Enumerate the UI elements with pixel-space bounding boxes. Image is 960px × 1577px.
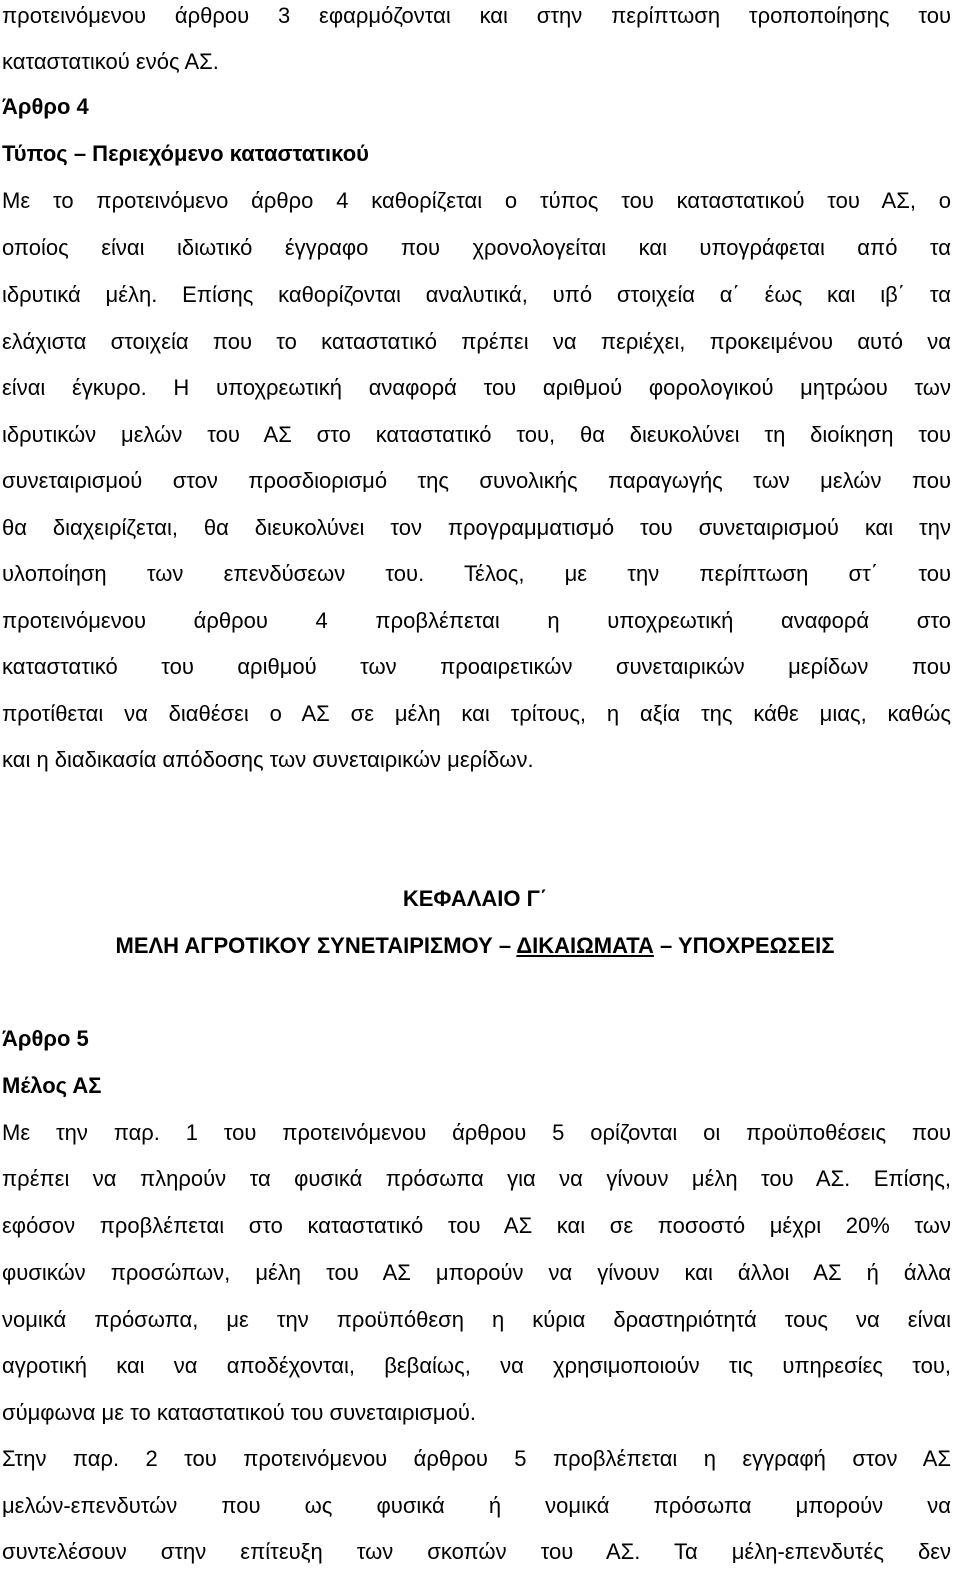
paragraph-line: Στην παρ. 2 του προτεινόμενου άρθρου 5 προβλέπεται η εγγραφή στον ΑΣ	[2, 1446, 951, 1471]
paragraph-line: εφόσον προβλέπεται στο καταστατικό του ΑΣ και σε ποσοστό μέχρι 20% των	[2, 1213, 951, 1238]
paragraph-line: Με την παρ. 1 του προτεινόμενου άρθρου 5 ορίζονται οι προϋποθέσεις που	[2, 1120, 951, 1145]
paragraph-line: μελών-επενδυτών που ως φυσικά ή νομικά πρόσωπα μπορούν να	[2, 1493, 951, 1518]
paragraph-line: συνεταιρισμού στον προσδιορισμό της συνολικής παραγωγής των μελών που	[2, 468, 951, 493]
paragraph-line: Με το προτεινόμενο άρθρο 4 καθορίζεται ο τύπος του καταστατικού του ΑΣ, ο	[2, 188, 951, 213]
paragraph-line: είναι έγκυρο. Η υποχρεωτική αναφορά του αριθμού φορολογικού μητρώου των	[2, 375, 951, 400]
paragraph-line: σύμφωνα με το καταστατικού του συνεταιρισμού.	[2, 1400, 476, 1425]
chapter-subtitle-text: ΜΕΛΗ ΑΓΡΟΤΙΚΟΥ ΣΥΝΕΤΑΙΡΙΣΜΟΥ – ΔΙΚΑΙΩΜΑΤΑ – ΥΠΟΧΡΕΩΣΕΙΣ	[115, 933, 835, 958]
paragraph-line: ιδρυτικά μέλη. Επίσης καθορίζονται αναλυτικά, υπό στοιχεία α΄ έως και ιβ΄ τα	[2, 282, 951, 307]
paragraph-line: νομικά πρόσωπα, με την προϋπόθεση η κύρια δραστηριότητά τους να είναι	[2, 1307, 951, 1332]
article-4-subheading: Τύπος – Περιεχόμενο καταστατικού	[2, 141, 369, 166]
paragraph-line: συντελέσουν στην επίτευξη των σκοπών του ΑΣ. Τα μέλη-επενδυτές δεν	[2, 1539, 951, 1564]
paragraph-line: αγροτική και να αποδέχονται, βεβαίως, να χρησιμοποιούν τις υπηρεσίες του,	[2, 1353, 951, 1378]
paragraph-line: ελάχιστα στοιχεία που το καταστατικό πρέπει να περιέχει, προκειμένου αυτό να	[2, 329, 951, 354]
paragraph-line: προτεινόμενου άρθρου 4 προβλέπεται η υποχρεωτική αναφορά στο	[2, 608, 951, 633]
article-5-heading: Άρθρο 5	[2, 1026, 89, 1051]
underlined-word: ΔΙΚΑΙΩΜΑΤΑ	[516, 933, 654, 958]
paragraph-line: προτίθεται να διαθέσει ο ΑΣ σε μέλη και τρίτους, η αξία της κάθε μιας, καθώς	[2, 701, 951, 726]
paragraph-line: ιδρυτικών μελών του ΑΣ στο καταστατικό του, θα διευκολύνει τη διοίκηση του	[2, 422, 951, 447]
chapter-subtitle	[0, 931, 950, 961]
paragraph-line: φυσικών προσώπων, μέλη του ΑΣ μπορούν να γίνουν και άλλοι ΑΣ ή άλλα	[2, 1260, 951, 1285]
chapter-title: ΚΕΦΑΛΑΙΟ Γ΄	[402, 886, 548, 911]
paragraph-line: οποίος είναι ιδιωτικό έγγραφο που χρονολογείται και υπογράφεται από τα	[2, 235, 951, 260]
paragraph-line: προτεινόμενου άρθρου 3 εφαρμόζονται και στην περίπτωση τροποποίησης του	[2, 3, 951, 28]
article-5-subheading: Μέλος ΑΣ	[2, 1073, 102, 1098]
paragraph-line: πρέπει να πληρούν τα φυσικά πρόσωπα για να γίνουν μέλη του ΑΣ. Επίσης,	[2, 1166, 951, 1191]
paragraph-line: υλοποίηση των επενδύσεων του. Τέλος, με την περίπτωση στ΄ του	[2, 561, 951, 586]
article-4-heading: Άρθρο 4	[2, 94, 89, 119]
paragraph-line: θα διαχειρίζεται, θα διευκολύνει τον προγραμματισμό του συνεταιρισμού και την	[2, 515, 951, 540]
paragraph-line: καταστατικό του αριθμού των προαιρετικών συνεταιρικών μερίδων που	[2, 654, 951, 679]
paragraph-line: και η διαδικασία απόδοσης των συνεταιρικών μερίδων.	[2, 747, 534, 772]
paragraph-line: καταστατικού ενός ΑΣ.	[2, 49, 219, 74]
